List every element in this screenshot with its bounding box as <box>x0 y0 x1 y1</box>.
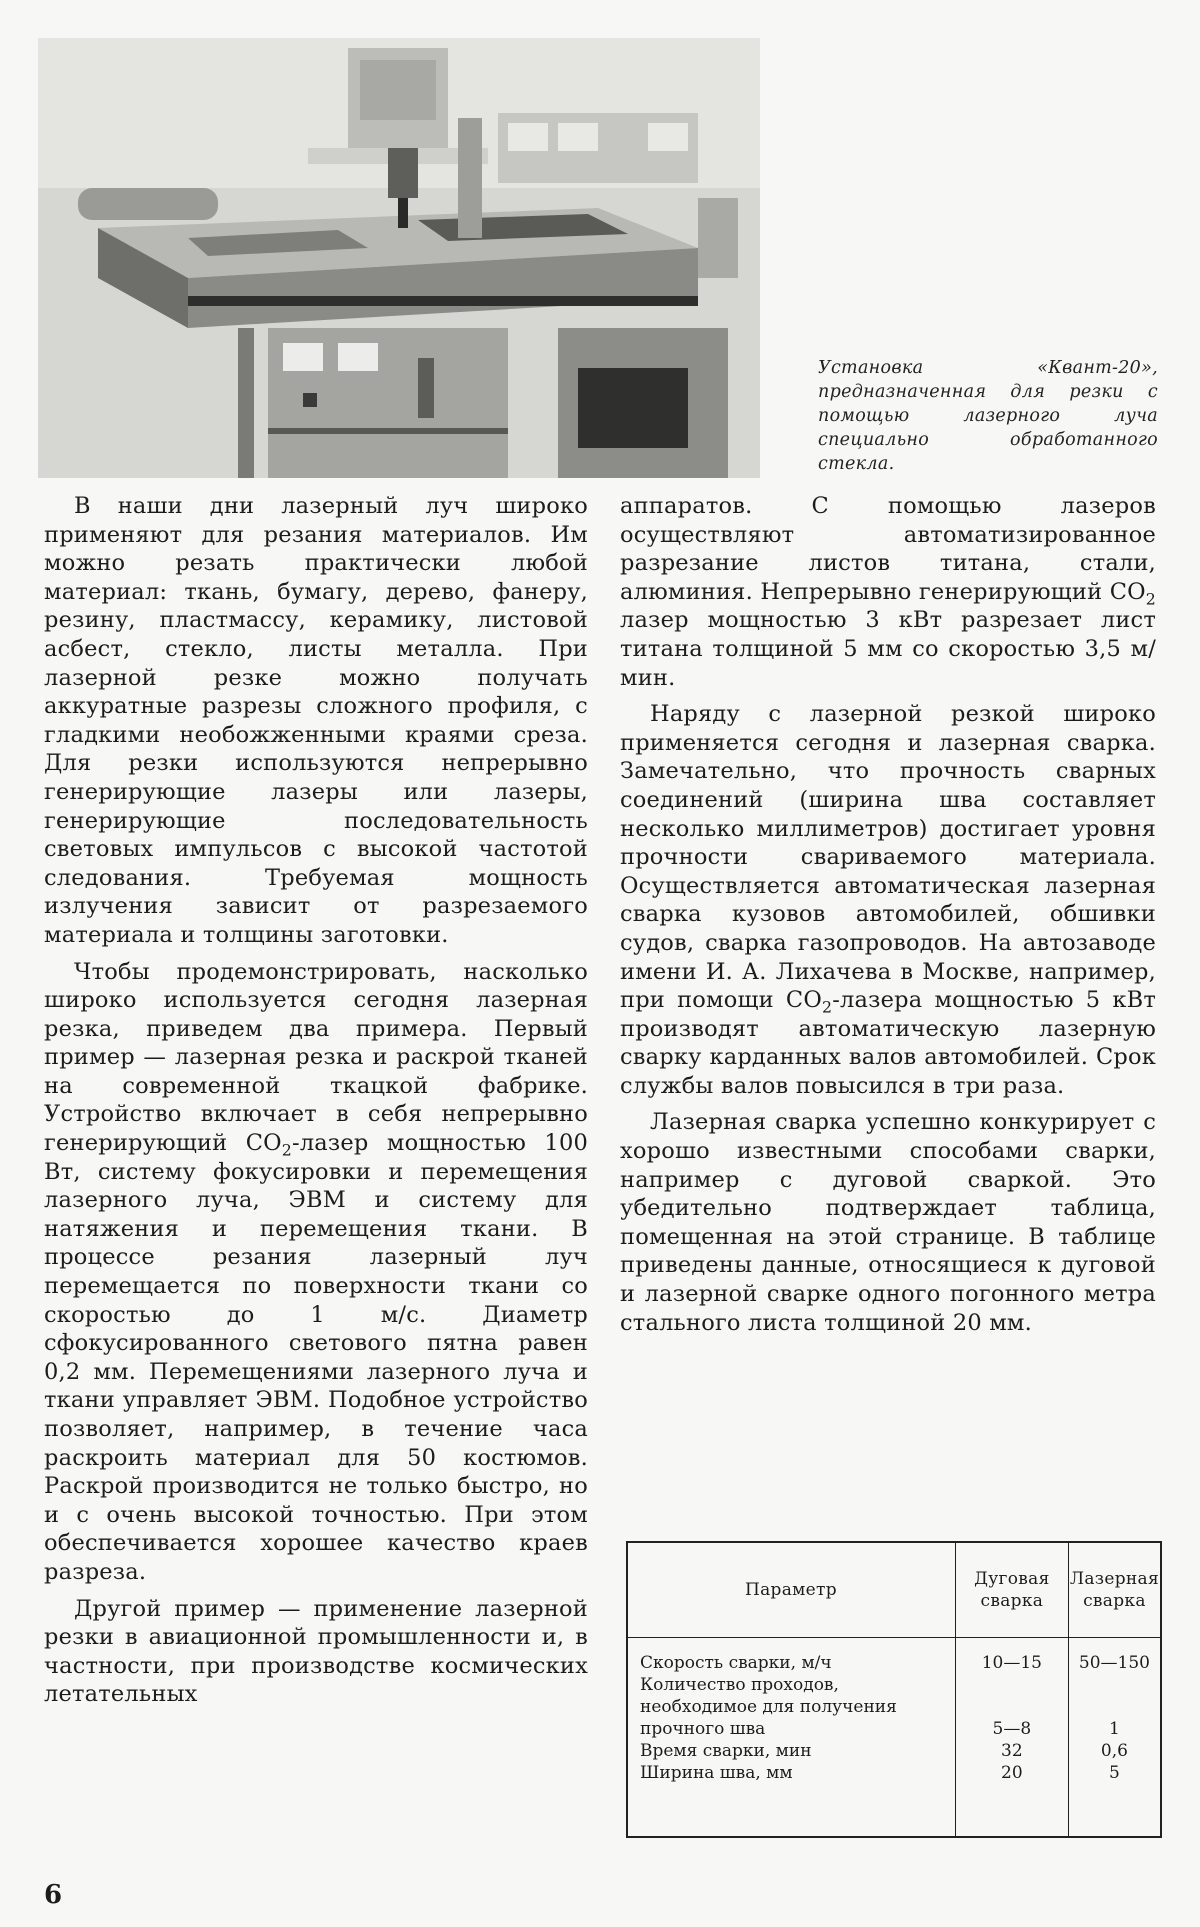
spacer <box>957 1674 1067 1718</box>
table-cell: 0,6 <box>1100 1741 1128 1761</box>
laser-machine-photo <box>38 38 760 478</box>
header-parameter: Параметр <box>628 1543 955 1638</box>
paragraph <box>620 700 1156 1100</box>
subscript: 2 <box>281 1140 293 1160</box>
paragraph <box>620 492 1156 692</box>
table-cell: 1 <box>1109 1719 1120 1739</box>
table-cell: Количество проходов, необходимое для получения прочного шва <box>640 1675 897 1739</box>
subscript: 2 <box>1145 589 1156 609</box>
subscript: 2 <box>821 997 833 1017</box>
header-arc-welding: Дуговая сварка <box>955 1543 1068 1638</box>
header-laser-welding: Лазерная сварка <box>1068 1543 1160 1638</box>
table-cell: 5 <box>1109 1763 1120 1783</box>
paragraph: Другой пример — применение лазерной резки в авиационной промышленности и, в частности, при производстве космических летательных <box>44 1595 588 1708</box>
table-cell: 10—15 <box>981 1653 1042 1673</box>
paragraph: Лазерная сварка успешно конкурирует с хорошо известными способами сварки, например с дуговой сваркой. Это убедительно подтверждает таблица, помещенная на этой странице. В таблице приведены данные, относящиеся к дуговой и лазерной сварке одного погонного метра стального листа толщиной 20 мм. <box>620 1109 1156 1336</box>
spacer <box>1070 1674 1159 1718</box>
left-column <box>44 492 588 1709</box>
paragraph: В наши дни лазерный луч широко применяют для резания материалов. Им можно резать практически любой материал: ткань, бумагу, дерево, фанеру, резину, пластмассу, керамику, листовой асбест, стекло, листы металла. При лазерной резке можно получать аккуратные разрезы сложного профиля, с гладкими необожженными краями среза. Для резки используются непрерывно генерирующие лазеры или лазеры, генерирующие последовательность световых импульсов с высокой частотой следования. Требуемая мощность излучения зависит от разрезаемого материала и толщины заготовки. <box>44 493 588 948</box>
table-cell: 50—150 <box>1078 1653 1150 1673</box>
welding-comparison-table <box>626 1541 1162 1838</box>
figure-caption: Установка «Квант-20», предназначенная для резки с помощью лазерного луча специально обработанного стекла. <box>818 358 1158 474</box>
paragraph-text: лазер мощностью 3 кВт разрезает лист титана толщиной 5 мм со скоростью 3,5 м/мин. <box>620 607 1156 691</box>
paragraph-text: Чтобы продемонстрировать, насколько широко используется сегодня лазерная резка, приведем два примера. Первый пример — лазерная резка и раскрой тканей на современной ткацкой фабрике. Устройство включает в себя непрерывно генерирующий CO <box>44 958 588 1157</box>
table-cell: Скорость сварки, м/ч <box>640 1653 832 1673</box>
right-column <box>620 492 1156 1337</box>
parameter-column <box>628 1638 955 1837</box>
paragraph-text: -лазера мощностью 5 кВт производят автоматическую лазерную сварку карданных валов автомобилей. Срок службы валов повысился в три раза. <box>620 987 1157 1099</box>
page-number: 6 <box>44 1880 63 1910</box>
table-cell: 20 <box>1001 1763 1023 1783</box>
laser-machine-illustration <box>38 38 760 478</box>
table-cell: 32 <box>1001 1741 1023 1761</box>
table-cell: Время сварки, мин <box>640 1741 812 1761</box>
paragraph-text: аппаратов. С помощью лазеров осуществляют автоматизированное разрезание листов титана, стали, алюминия. Непрерывно генерирующий CO <box>620 493 1156 605</box>
laser-column <box>1068 1638 1160 1837</box>
table-cell: Ширина шва, мм <box>640 1763 793 1783</box>
paragraph-text: Наряду с лазерной резкой широко применяется сегодня и лазерная сварка. Замечательно, что прочность сварных соединений (ширина шва составляет несколько миллиметров) достигает уровня прочности свариваемого материала. Осуществляется автоматическая лазерная сварка кузовов автомобилей, обшивки судов, сварка газопроводов. На автозаводе имени И. А. Лихачева в Москве, например, при помощи CO <box>620 701 1156 1014</box>
arc-column <box>955 1638 1068 1837</box>
paragraph <box>44 958 588 1587</box>
paragraph-text: -лазер мощностью 100 Вт, систему фокусировки и перемещения лазерного луча, ЭВМ и систему для натяжения и перемещения ткани. В процессе резания лазерный луч перемещается по поверхности ткани со скоростью до 1 м/с. Диаметр сфокусированного светового пятна равен 0,2 мм. Перемещениями лазерного луча и ткани управляет ЭВМ. Подобное устройство позволяет, например, в течение часа раскроить материал для 50 костюмов. Раскрой производится не только быстро, но и с очень высокой точностью. При этом обеспечивается хорошее качество краев разреза. <box>44 1130 588 1585</box>
table-cell: 5—8 <box>992 1719 1032 1739</box>
